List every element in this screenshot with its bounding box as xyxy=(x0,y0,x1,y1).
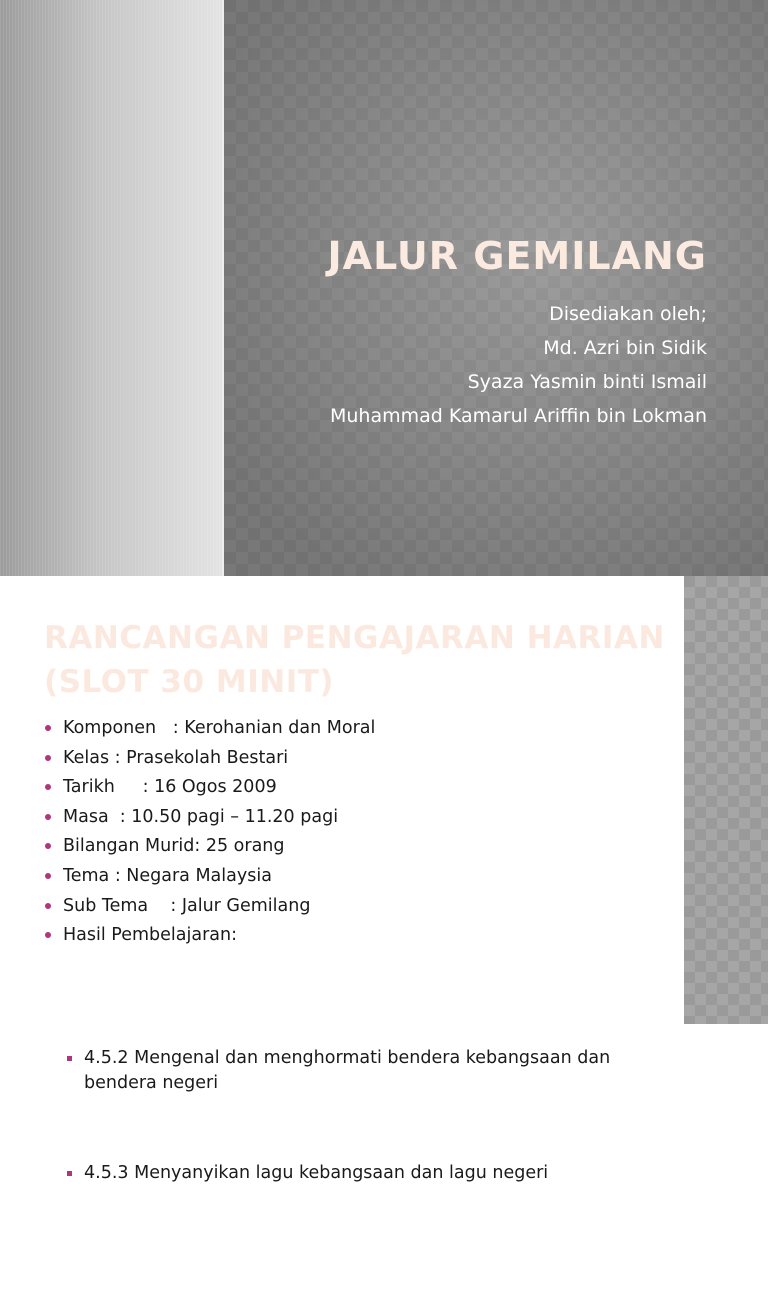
sub-list-item-text: 4.5.3 Menyanyikan lagu kebangsaan dan lagu negeri xyxy=(84,1162,549,1183)
list-item xyxy=(44,714,674,744)
slide-title: JALUR GEMILANG xyxy=(327,234,707,278)
slide-left-panel xyxy=(0,0,224,576)
slide-right-panel xyxy=(224,0,768,576)
panel-divider xyxy=(222,0,224,576)
lesson-plan-slide xyxy=(0,576,768,1183)
list-item xyxy=(44,744,674,774)
author-list xyxy=(330,297,707,433)
list-item xyxy=(44,803,674,833)
bullet-square-icon xyxy=(67,1171,72,1176)
bullet-dot-icon xyxy=(45,873,51,879)
sub-list-item xyxy=(63,1046,674,1096)
list-item xyxy=(44,773,674,803)
bullet-dot-icon xyxy=(45,784,51,790)
author-name: Md. Azri bin Sidik xyxy=(543,337,707,359)
list-item-text: Sub Tema : Jalur Gemilang xyxy=(63,895,311,916)
heading-line: RANCANGAN PENGAJARAN HARIAN xyxy=(44,620,665,656)
prepared-by-label: Disediakan oleh; xyxy=(549,303,707,325)
list-item xyxy=(44,862,674,892)
list-item xyxy=(44,921,674,1304)
list-item-text: Kelas : Prasekolah Bestari xyxy=(63,747,289,768)
list-item xyxy=(44,892,674,922)
bullet-dot-icon xyxy=(45,755,51,761)
list-item-text: Hasil Pembelajaran: xyxy=(63,925,237,946)
list-item-text: Masa : 10.50 pagi – 11.20 pagi xyxy=(63,806,339,827)
author-name: Muhammad Kamarul Ariffin bin Lokman xyxy=(329,405,707,427)
sub-list-item xyxy=(63,1161,674,1186)
bullet-square-icon xyxy=(67,1056,72,1061)
list-item-text: Bilangan Murid: 25 orang xyxy=(63,836,285,857)
lesson-details-list xyxy=(44,714,674,1304)
slide-right-strip xyxy=(684,576,768,1024)
slide-heading xyxy=(44,616,665,704)
learning-outcomes-list xyxy=(63,980,674,1245)
bullet-dot-icon xyxy=(45,725,51,731)
bullet-dot-icon xyxy=(45,903,51,909)
list-item-text: Komponen : Kerohanian dan Moral xyxy=(63,718,376,738)
bullet-dot-icon xyxy=(45,843,51,849)
title-slide xyxy=(0,0,768,576)
list-item-text: Tarikh : 16 Ogos 2009 xyxy=(63,777,277,798)
list-item xyxy=(44,832,674,862)
bullet-dot-icon xyxy=(45,814,51,820)
author-name: Syaza Yasmin binti Ismail xyxy=(467,371,707,393)
list-item-text: Tema : Negara Malaysia xyxy=(63,865,272,886)
heading-line: (SLOT 30 MINIT) xyxy=(44,664,335,700)
sub-list-item-text: 4.5.2 Mengenal dan menghormati bendera kebangsaan dan bendera negeri xyxy=(84,1047,611,1093)
bullet-dot-icon xyxy=(45,932,51,938)
